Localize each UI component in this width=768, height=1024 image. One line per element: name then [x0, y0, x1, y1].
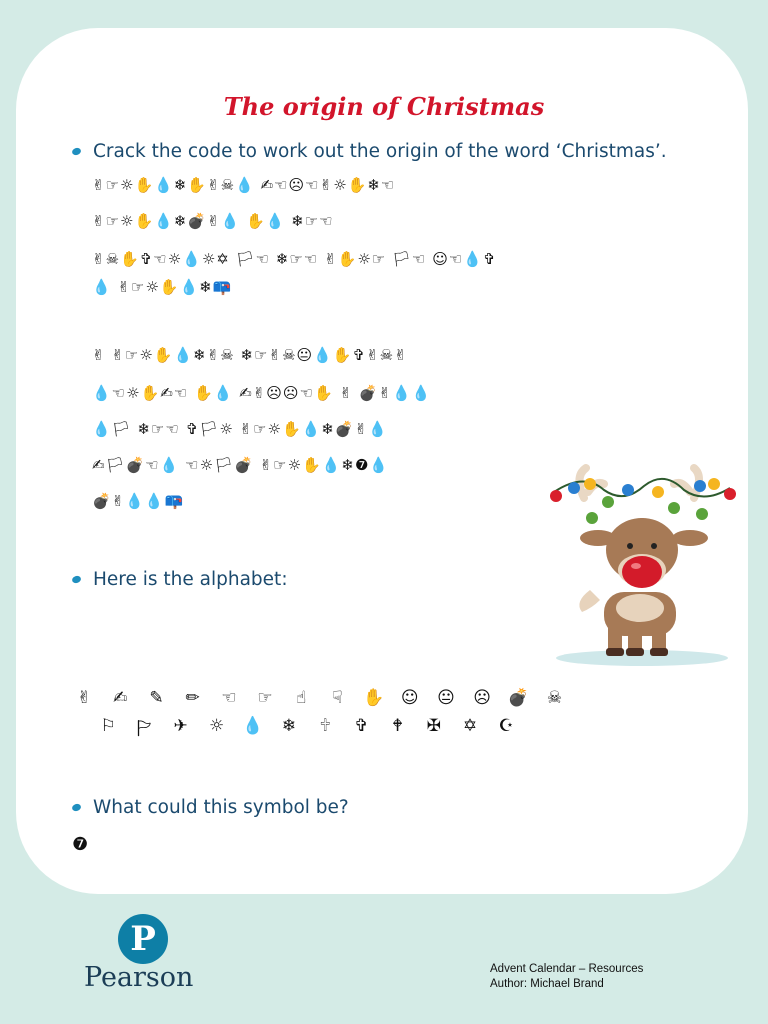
- bullet-dot-icon: [71, 147, 82, 157]
- alphabet-symbol: ☪: [498, 716, 514, 736]
- reindeer-illustration: [544, 462, 740, 672]
- bullet-dot-icon: [71, 575, 82, 585]
- alphabet-label: Here is the alphabet:: [93, 569, 288, 590]
- alphabet-symbol: 💧: [242, 716, 264, 736]
- alphabet-symbol: ✋: [363, 688, 385, 708]
- alphabet-symbol: ✎: [149, 688, 164, 708]
- alphabet-symbol: 🕈: [392, 716, 403, 736]
- alphabet-symbol: ✌: [76, 688, 92, 708]
- instruction-bullet: [72, 141, 667, 162]
- code-line: ✌☞☼✋💧❄💣✌💧 ✋💧 ❄☞☜: [92, 212, 334, 230]
- code-line: ✌☠✋✞☜☼💧☼✡ 🏳☜ ❄☞☜ ✌✋☼☞ 🏳☜ ☺☜💧✞: [92, 250, 497, 268]
- code-line: 💧🏳 ❄☞☜ ✞🏳☼ ✌☞☼✋💧❄💣✌💧: [92, 420, 388, 438]
- footer-line: Author: Michael Brand: [490, 978, 604, 990]
- alphabet-symbol: ☹: [473, 688, 492, 708]
- code-line: 💧 ✌☞☼✋💧❄📪: [92, 278, 233, 296]
- code-line: ✍🏳💣☜💧 ☜☼🏳💣 ✌☞☼✋💧❄❼💧: [92, 456, 390, 474]
- alphabet-symbol: ✠: [426, 716, 441, 736]
- mystery-symbol: ❼: [72, 834, 89, 855]
- alphabet-symbol: ✈: [173, 716, 188, 736]
- alphabet-symbol: ☠: [546, 688, 563, 708]
- alphabet-symbol: 💣: [507, 688, 529, 708]
- code-line: ✌ ✌☞☼✋💧❄✌☠ ❄☞✌☠😐💧✋✞✌☠✌: [92, 346, 408, 364]
- alphabet-row-2: [90, 716, 524, 745]
- alphabet-symbol: 🕆: [320, 716, 331, 736]
- alphabet-symbol: ✏: [185, 688, 200, 708]
- alphabet-symbol: 🏱: [137, 719, 152, 739]
- code-line: 💣✌💧💧📪: [92, 492, 185, 510]
- alphabet-symbol: 😐: [437, 688, 455, 708]
- alphabet-symbol: ☞: [257, 688, 273, 708]
- alphabet-symbol: ☼: [209, 716, 225, 736]
- code-line: 💧☜☼✋✍☜ ✋💧 ✍✌☹☹☜✋ ✌ 💣✌💧💧: [92, 384, 432, 402]
- code-line: ✌☞☼✋💧❄✋✌☠💧 ✍☜☹☜✌☼✋❄☜: [92, 176, 396, 194]
- question-bullet: [72, 797, 349, 818]
- alphabet-symbol: ☺: [400, 688, 419, 708]
- alphabet-symbol: ☜: [221, 688, 237, 708]
- footer-line: Advent Calendar – Resources: [490, 963, 644, 975]
- page-title: The origin of Christmas: [223, 92, 545, 121]
- alphabet-symbol: ⚐: [100, 716, 116, 736]
- alphabet-bullet: [72, 569, 288, 590]
- alphabet-symbol: ❄: [281, 716, 297, 736]
- instruction-text: Crack the code to work out the origin of the word ‘Christmas’.: [93, 141, 667, 162]
- bullet-dot-icon: [71, 803, 82, 813]
- alphabet-symbol: ✞: [354, 716, 369, 736]
- pearson-logo-icon: P: [118, 914, 168, 964]
- footer-credits: [490, 962, 643, 992]
- alphabet-symbol: ✡: [462, 716, 478, 736]
- pearson-wordmark: Pearson: [84, 962, 194, 993]
- question-text: What could this symbol be?: [93, 797, 349, 818]
- alphabet-row-1: [66, 688, 573, 708]
- alphabet-symbol: ☟: [332, 688, 343, 708]
- alphabet-symbol: ☝: [296, 688, 307, 708]
- alphabet-symbol: ✍: [113, 688, 128, 708]
